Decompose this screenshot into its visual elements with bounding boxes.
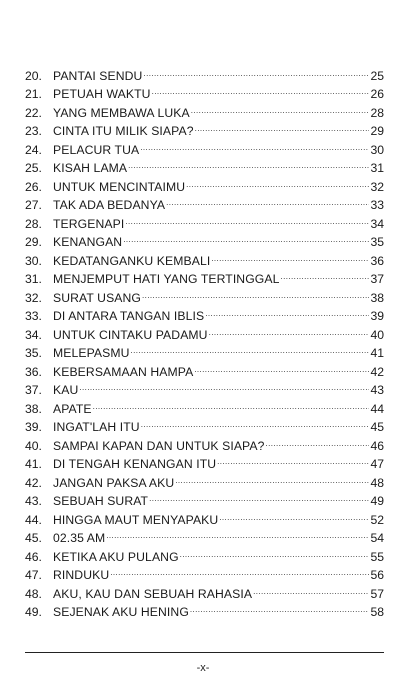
toc-entry-title: SURAT USANG (53, 290, 142, 305)
toc-entry-title: KEDATANGANKU KEMBALI (53, 253, 211, 268)
toc-entry-title: PETUAH WAKTU (53, 87, 151, 101)
toc-dot-leader (123, 228, 369, 247)
toc-dot-leader (191, 98, 369, 117)
toc-entry-title: KEBERSAMAAN HAMPA (53, 364, 194, 379)
toc-entry-number: 49. (25, 605, 42, 619)
toc-entry-page: 35 (370, 235, 384, 249)
toc-dot-leader (79, 376, 369, 395)
toc-entry-number: 26. (25, 179, 42, 194)
toc-entry-page: 34 (370, 216, 384, 231)
toc-entry-title: INGAT'LAH ITU (53, 420, 140, 434)
toc-entry-number: 37. (25, 383, 42, 397)
toc-dot-leader (266, 431, 370, 450)
toc-dot-leader (152, 80, 369, 99)
toc-entry-page: 58 (370, 605, 384, 619)
toc-entry-page: 48 (370, 475, 384, 490)
toc-entry-number: 35. (25, 346, 42, 360)
toc-entry (25, 61, 384, 83)
toc-entry-title: SAMPAI KAPAN DAN UNTUK SIAPA? (53, 438, 265, 453)
toc-dot-leader (190, 598, 369, 617)
toc-entry-number: 20. (25, 68, 42, 83)
toc-dot-leader (186, 172, 369, 191)
toc-entry-title: JANGAN PAKSA AKU (53, 475, 175, 490)
toc-entry-number: 47. (25, 568, 42, 582)
toc-entry-page: 29 (370, 124, 384, 138)
toc-entry-page: 56 (370, 568, 384, 582)
toc-dot-leader (194, 357, 369, 376)
toc-entry-page: 30 (370, 142, 384, 157)
footer-divider (25, 652, 384, 653)
toc-dot-leader (209, 320, 369, 339)
toc-dot-leader (125, 209, 369, 228)
toc-entry-title: MENJEMPUT HATI YANG TERTINGGAL (53, 272, 280, 286)
toc-entry-page: 45 (370, 420, 384, 434)
toc-entry-number: 30. (25, 253, 42, 268)
toc-entry-title: TERGENAPI (53, 216, 125, 231)
toc-entry-number: 33. (25, 309, 42, 323)
toc-entry-number: 22. (25, 105, 42, 120)
toc-entry-page: 25 (370, 68, 384, 83)
toc-entry-title: DI ANTARA TANGAN IBLIS (53, 309, 205, 323)
toc-entry-page: 36 (370, 253, 384, 268)
toc-entry-page: 43 (370, 383, 384, 397)
toc-entry-title: TAK ADA BEDANYA (53, 198, 166, 212)
toc-entry-page: 33 (370, 198, 384, 212)
toc-dot-leader (110, 561, 369, 580)
toc-entry-page: 52 (370, 512, 384, 527)
toc-entry-title: APATE (53, 401, 92, 416)
toc-entry-title: SEBUAH SURAT (53, 494, 149, 508)
toc-entry-title: KISAH LAMA (53, 161, 128, 175)
toc-entry-title: UNTUK CINTAKU PADAMU (53, 327, 208, 342)
toc-dot-leader (253, 579, 369, 598)
toc-entry-number: 38. (25, 401, 42, 416)
toc-entry-page: 38 (370, 290, 384, 305)
toc-entry (25, 394, 384, 416)
toc-entry-number: 25. (25, 161, 42, 175)
toc-entry-number: 48. (25, 586, 42, 601)
toc-dot-leader (280, 265, 369, 284)
toc-entry-number: 42. (25, 475, 42, 490)
toc-dot-leader (131, 339, 369, 358)
toc-dot-leader (195, 117, 369, 136)
toc-entry-page: 41 (370, 346, 384, 360)
toc-entry-title: PELACUR TUA (53, 142, 140, 157)
toc-entry-page: 44 (370, 401, 384, 416)
toc-dot-leader (219, 505, 369, 524)
toc-entry-title: 02.35 AM (53, 531, 106, 545)
toc-entry-page: 49 (370, 494, 384, 508)
toc-entry-title: HINGGA MAUT MENYAPAKU (53, 512, 219, 527)
toc-entry-title: KETIKA AKU PULANG (53, 549, 179, 564)
toc-dot-leader (93, 394, 369, 413)
toc-entry-page: 28 (370, 105, 384, 120)
toc-entry-page: 40 (370, 327, 384, 342)
toc-dot-leader (106, 524, 369, 543)
toc-entry-number: 39. (25, 420, 42, 434)
toc-entry-title: SEJENAK AKU HENING (53, 605, 189, 619)
toc-entry-number: 40. (25, 438, 42, 453)
toc-entry-page: 55 (370, 549, 384, 564)
toc-entry-title: KAU (53, 383, 79, 397)
table-of-contents (25, 61, 384, 619)
toc-entry-page: 26 (370, 87, 384, 101)
toc-entry-page: 54 (370, 531, 384, 545)
toc-entry-number: 44. (25, 512, 42, 527)
toc-entry-number: 34. (25, 327, 42, 342)
toc-dot-leader (180, 542, 369, 561)
toc-dot-leader (142, 283, 369, 302)
toc-dot-leader (205, 302, 369, 321)
toc-entry-number: 24. (25, 142, 42, 157)
toc-dot-leader (211, 246, 369, 265)
toc-dot-leader (140, 135, 369, 154)
toc-entry-page: 42 (370, 364, 384, 379)
toc-dot-leader (149, 487, 369, 506)
toc-entry-page: 57 (370, 586, 384, 601)
toc-entry (25, 376, 384, 395)
toc-entry-number: 36. (25, 364, 42, 379)
toc-entry-page: 31 (370, 161, 384, 175)
toc-entry-number: 28. (25, 216, 42, 231)
toc-entry-title: PANTAI SENDU (53, 68, 143, 83)
toc-entry-title: MELEPASMU (53, 346, 130, 360)
page-number: -x- (196, 662, 210, 674)
toc-entry-page: 39 (370, 309, 384, 323)
toc-entry-title: YANG MEMBAWA LUKA (53, 105, 190, 120)
toc-entry-number: 21. (25, 87, 42, 101)
toc-entry-number: 23. (25, 124, 42, 138)
toc-entry-page: 46 (370, 438, 384, 453)
toc-dot-leader (166, 191, 369, 210)
toc-entry-title: CINTA ITU MILIK SIAPA? (53, 124, 194, 138)
toc-dot-leader (143, 61, 369, 80)
toc-entry-number: 27. (25, 198, 42, 212)
toc-entry-number: 45. (25, 531, 42, 545)
toc-entry-title: UNTUK MENCINTAIMU (53, 179, 186, 194)
toc-entry-page: 37 (370, 272, 384, 286)
toc-entry-title: DI TENGAH KENANGAN ITU (53, 457, 217, 471)
toc-dot-leader (128, 154, 369, 173)
toc-dot-leader (217, 450, 369, 469)
toc-entry-number: 41. (25, 457, 42, 471)
toc-dot-leader (141, 413, 369, 432)
toc-entry-page: 47 (370, 457, 384, 471)
toc-entry-title: KENANGAN (53, 235, 123, 249)
toc-entry-page: 32 (370, 179, 384, 194)
toc-dot-leader (175, 468, 369, 487)
toc-entry-number: 46. (25, 549, 42, 564)
toc-entry-number: 29. (25, 235, 42, 249)
toc-entry-number: 31. (25, 272, 42, 286)
toc-entry-number: 32. (25, 290, 42, 305)
toc-entry-title: RINDUKU (53, 568, 110, 582)
toc-entry-title: AKU, KAU DAN SEBUAH RAHASIA (53, 586, 253, 601)
toc-entry-number: 43. (25, 494, 42, 508)
